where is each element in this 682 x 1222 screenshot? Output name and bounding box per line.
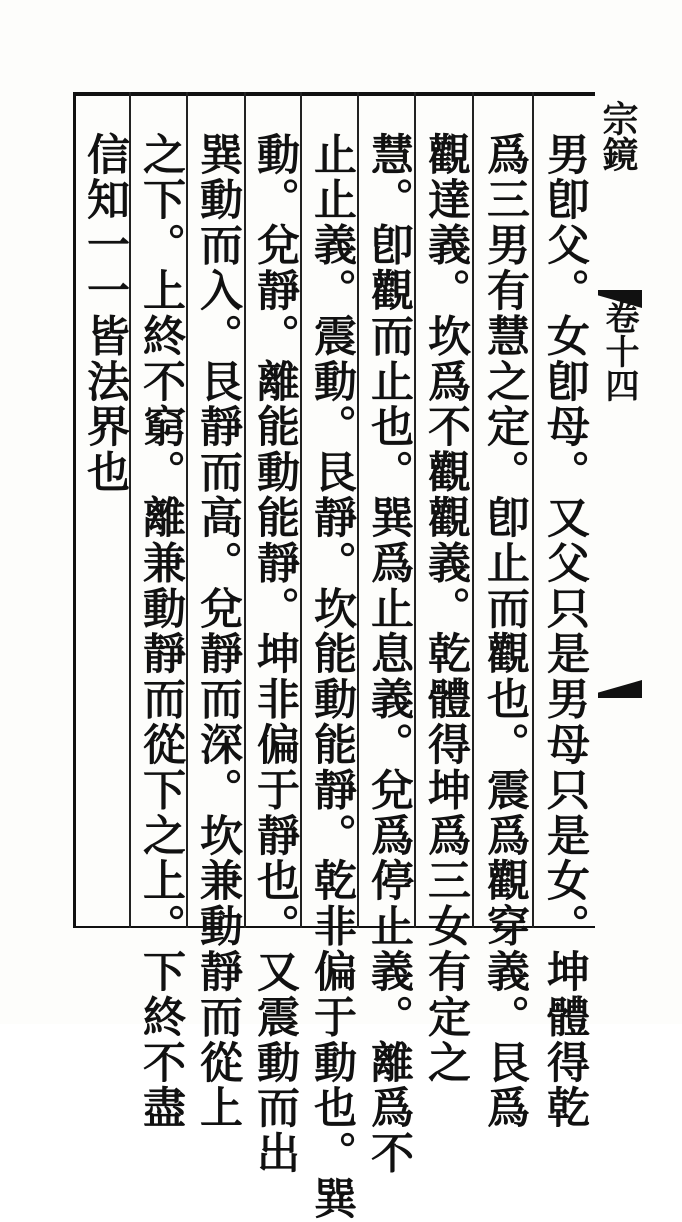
text-column-7: 巽動而入。艮靜而高。兌靜而深。坎兼動靜而從上	[193, 132, 243, 1131]
text-column-5: 止止義。震動。艮靜。坎能動能靜。乾非偏于動也。巽	[307, 132, 357, 1222]
text-column-3: 觀達義。坎爲不觀觀義。乾體得坤爲三女有定之	[421, 132, 471, 1086]
margin-title-fragment: 宗鏡	[597, 100, 639, 172]
text-column-1: 男卽父。女卽母。又父只是男母只是女。坤體得乾	[540, 132, 590, 1131]
margin-volume-fragment: 卷十四	[599, 300, 639, 402]
text-column-8: 之下。上終不窮。離兼動靜而從下之上。下終不盡	[136, 132, 186, 1131]
text-column-2: 爲三男有慧之定。卽止而觀也。震爲觀穿義。艮爲	[480, 132, 530, 1131]
text-column-4: 慧。卽觀而止也。巽爲止息義。兌爲停止義。離爲不	[364, 132, 414, 1177]
fish-tail-mark	[598, 680, 642, 698]
text-column-9: 信知一一皆法界也	[80, 132, 130, 496]
text-column-6: 動。兌靜。離能動能靜。坤非偏于靜也。又震動而出	[250, 132, 300, 1177]
